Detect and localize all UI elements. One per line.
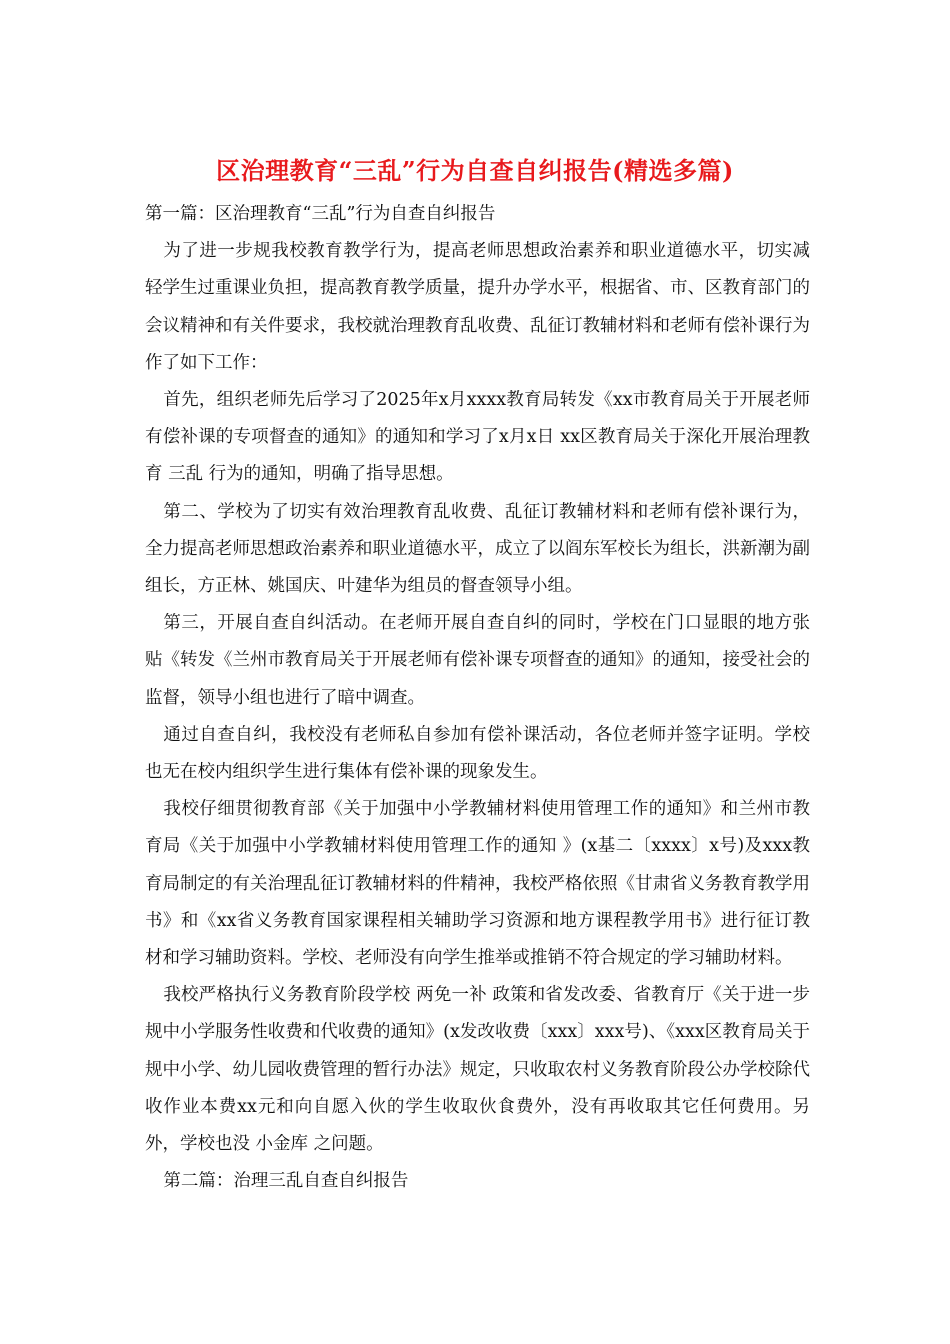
body-paragraph: 为了进一步规我校教育教学行为，提高老师思想政治素养和职业道德水平，切实减轻学生过重课业负担，提高教育教学质量，提升办学水平，根据省、市、区教育部门的会议精神和有关件要求，我校就治理教育乱收费、乱征订教辅材料和老师有偿补课行为作了如下工作： [145,241,810,373]
section-heading-1: 第一篇：区治理教育“三乱”行为自查自纠报告 [145,204,496,224]
body-paragraph: 首先，组织老师先后学习了2025年x月xxxx教育局转发《xx市教育局关于开展老师有偿补课的专项督查的通知》的通知和学习了x月x日 xx区教育局关于深化开展治理教育 三乱 行为的通知，明确了指导思想。 [145,390,810,485]
body-paragraph: 第二、学校为了切实有效治理教育乱收费、乱征订教辅材料和老师有偿补课行为，全力提高老师思想政治素养和职业道德水平，成立了以阎东军校长为组长，洪新潮为副组长，方正林、姚国庆、叶建华为组员的督查领导小组。 [145,501,810,597]
section-heading-2: 第二篇：治理三乱自查自纠报告 [163,1171,409,1192]
body-paragraph: 我校严格执行义务教育阶段学校 两免一补 政策和省发改委、省教育厅《关于进一步规中小学服务性收费和代收费的通知》(x发改收费〔xxx〕xxx号)、《xxx区教育局关于规中小学、幼儿园收费管理的暂行办法》规定，只收取农村义务教育阶段公办学校除代收作业本费xx元和向自愿入伙的学生收取伙食费外，没有再收取其它任何费用。另外，学校也没 小金库 之问题。 [145,985,810,1155]
document-body [145,196,810,1200]
body-paragraph: 通过自查自纠，我校没有老师私自参加有偿补课活动，各位老师并签字证明。学校也无在校内组织学生进行集体有偿补课的现象发生。 [145,724,810,783]
body-paragraph: 我校仔细贯彻教育部《关于加强中小学教辅材料使用管理工作的通知》和兰州市教育局《关于加强中小学教辅材料使用管理工作的通知 》(x基二〔xxxx〕x号)及xxx教育局制定的有关治理乱征订教辅材料的件精神，我校严格依照《甘肃省义务教育教学用书》和《xx省义务教育国家课程相关辅助学习资源和地方课程教学用书》进行征订教材和学习辅助资料。学校、老师没有向学生推举或推销不符合规定的学习辅助材料。 [145,799,810,969]
body-paragraph: 第三，开展自查自纠活动。在老师开展自查自纠的同时，学校在门口显眼的地方张贴《转发《兰州市教育局关于开展老师有偿补课专项督查的通知》的通知，接受社会的监督，领导小组也进行了暗中调查。 [145,613,810,708]
document-title: 区治理教育“三乱”行为自查自纠报告(精选多篇) [216,156,734,185]
